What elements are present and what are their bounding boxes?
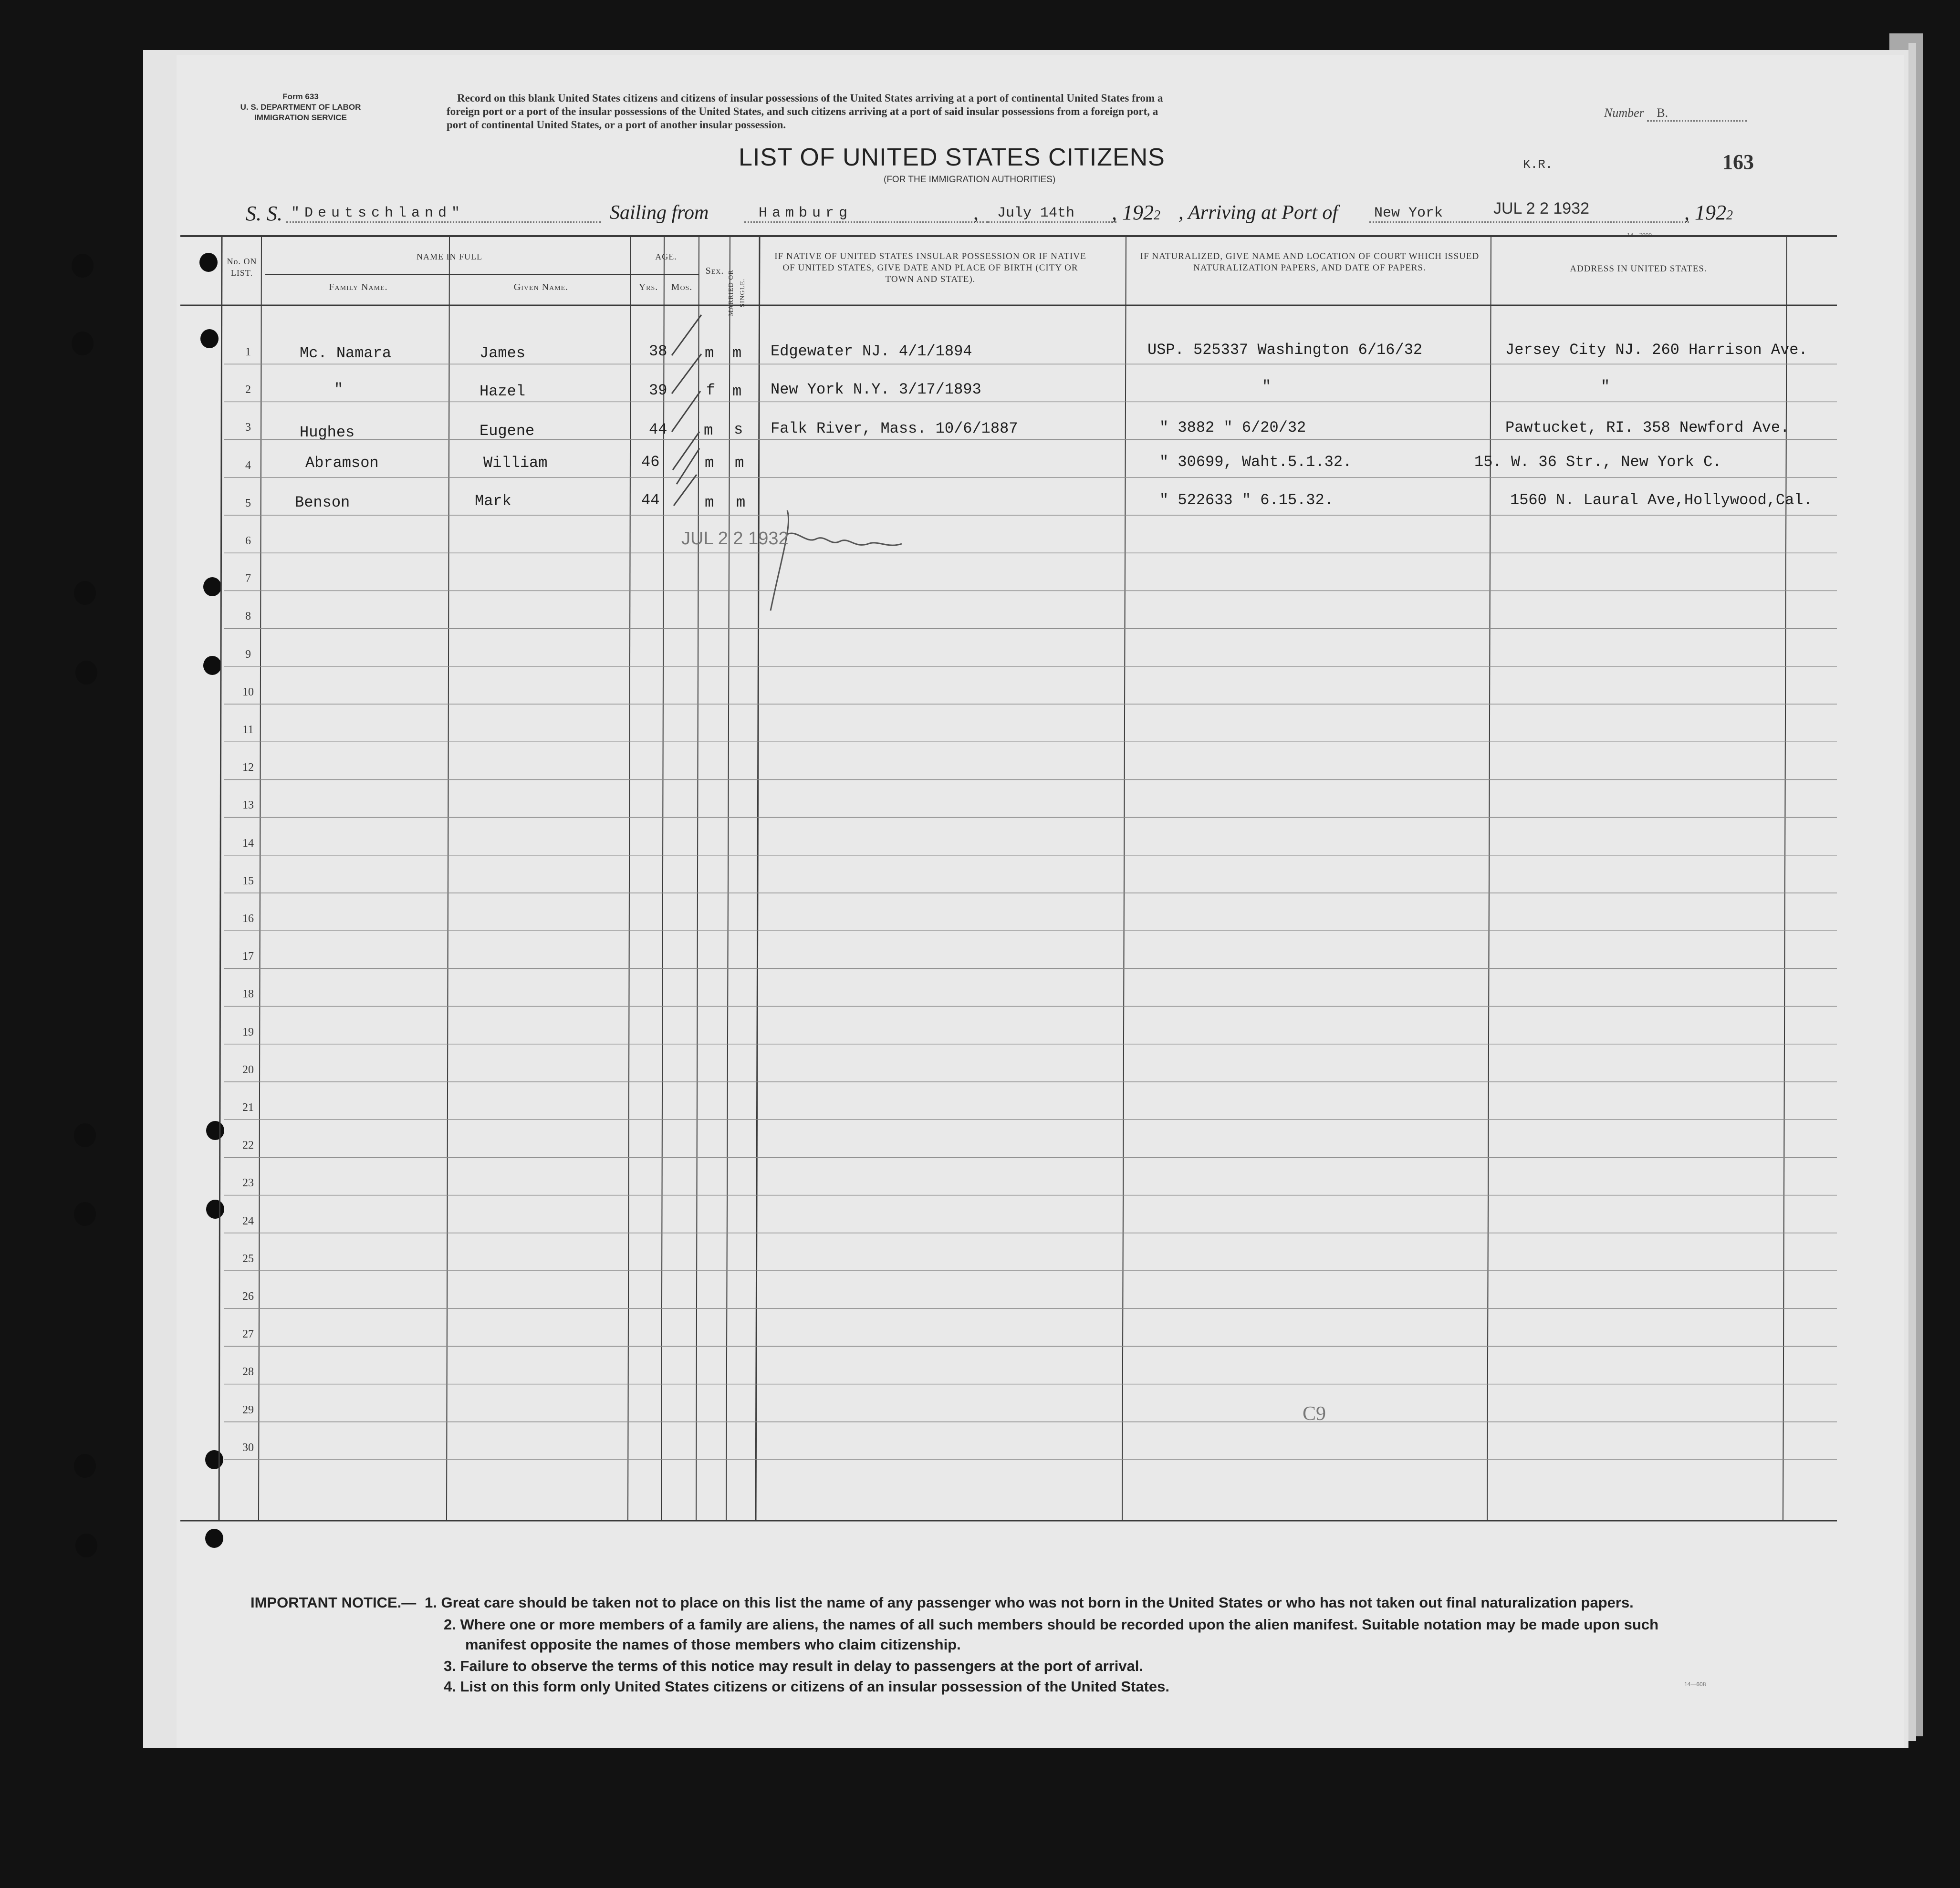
row-number: 5 — [245, 497, 251, 509]
header-yrs: Yrs. — [638, 282, 658, 292]
header-no-on-list: No. ON LIST. — [227, 257, 257, 278]
header-given-name: Given Name. — [513, 282, 569, 292]
year-suffix: 2 — [1154, 208, 1160, 223]
header-mos: Mos. — [671, 282, 693, 292]
printer-mark: 14—7000 — [1627, 232, 1652, 239]
header-naturalized: IF NATURALIZED, GIVE NAME AND LOCATION OF COURT WHICH ISSUED NATURALIZATION PAPERS, AND DATE OF PAPERS. — [1140, 251, 1480, 273]
row-number: 11 — [242, 724, 254, 736]
arrival-year-suffix: 2 — [1726, 208, 1733, 223]
row-number: 30 — [242, 1441, 254, 1454]
grid-line — [628, 236, 631, 1521]
row-number: 27 — [242, 1328, 254, 1341]
receipt-stamp: JUL 2 2 1932 — [681, 529, 789, 549]
notice-line: manifest opposite the names of those members who claim citizenship. — [465, 1636, 961, 1653]
naturalization: USP. 525337 Washington 6/16/32 — [1147, 341, 1423, 359]
birth-place-date: New York N.Y. 3/17/1893 — [771, 381, 981, 398]
number-value: B. — [1647, 106, 1747, 122]
grid-line — [1487, 236, 1491, 1521]
address: Jersey City NJ. 260 Harrison Ave. — [1505, 341, 1808, 359]
age-years: 46 — [641, 453, 660, 471]
family-name: Hughes — [300, 424, 355, 441]
row-number: 13 — [242, 799, 254, 812]
form-title: LIST OF UNITED STATES CITIZENS — [739, 144, 1165, 171]
sex: m — [704, 422, 713, 439]
notice-line: 1. Great care should be taken not to place on this list the name of any passenger who was not born in the United States or who has not taken out final naturalization papers. — [425, 1594, 1634, 1611]
service: IMMIGRATION SERVICE — [254, 113, 347, 122]
naturalization: " 30699, Waht.5.1.32. — [1159, 453, 1352, 471]
form-number: Form 633 — [282, 92, 319, 101]
sailing-year: , 1922 — [1112, 201, 1160, 224]
sex: m — [705, 494, 714, 511]
marital-status: m — [732, 344, 742, 362]
row-number: 4 — [245, 459, 251, 472]
given-name: Hazel — [480, 383, 526, 400]
header-sex: Sex. — [705, 266, 724, 276]
grid-line — [726, 236, 730, 1521]
sex: m — [705, 454, 714, 472]
address: 1560 N. Laural Ave,Hollywood,Cal. — [1510, 491, 1813, 509]
header-name-in-full: NAME IN FULL — [417, 252, 482, 261]
row-number: 28 — [242, 1366, 254, 1379]
row-number: 21 — [242, 1101, 254, 1114]
marital-status: m — [735, 454, 744, 472]
instruction-line: Record on this blank United States citizens and citizens of insular possessions of the United States arriving at a port of continental United States from a — [457, 92, 1163, 104]
row-number: 7 — [245, 572, 251, 585]
page-number: 163 — [1722, 150, 1754, 174]
arrival-stamp: JUL 2 2 1932 — [1493, 199, 1589, 218]
marital-status: s — [734, 421, 743, 438]
birth-place-date: Falk River, Mass. 10/6/1887 — [771, 420, 1018, 437]
birth-place-date: Edgewater NJ. 4/1/1894 — [771, 342, 972, 360]
form-subtitle: (FOR THE IMMIGRATION AUTHORITIES) — [884, 175, 1056, 185]
sex: f — [706, 382, 716, 399]
instruction-line: port of continental United States, or a port of another insular possession. — [447, 119, 786, 131]
age-years: 38 — [649, 342, 667, 360]
given-name: William — [483, 454, 548, 472]
row-number: 19 — [242, 1026, 254, 1038]
row-number: 18 — [242, 988, 254, 1001]
family-name: Mc. Namara — [300, 344, 392, 362]
page-mark: C9 — [1303, 1403, 1326, 1425]
grid-line — [756, 236, 760, 1521]
family-name: Benson — [295, 494, 350, 511]
arrival-port: New York — [1369, 205, 1689, 223]
arrival-year: , 1922 — [1684, 201, 1733, 224]
family-name: " — [334, 381, 344, 398]
arrival-year-prefix: 192 — [1695, 201, 1726, 224]
comma: , — [973, 201, 979, 224]
naturalization: " — [1262, 378, 1272, 395]
ship-name: "Deutschland" — [286, 205, 601, 223]
naturalization: " 522633 " 6.15.32. — [1159, 491, 1334, 509]
header-birth-place: IF NATIVE OF UNITED STATES INSULAR POSSESSION OR IF NATIVE OF UNITED STATES, GIVE DATE AND PLACE OF BIRTH (CITY OR TOWN AND STATE). — [774, 251, 1086, 284]
sex: m — [705, 344, 714, 362]
naturalization: " 3882 " 6/20/32 — [1159, 419, 1306, 436]
given-name: Eugene — [480, 422, 535, 440]
grid-line — [696, 236, 699, 1521]
sailing-date: July 14th — [988, 205, 1116, 223]
grid-line — [219, 236, 222, 1521]
row-number: 9 — [245, 648, 251, 661]
row-number: 16 — [242, 913, 254, 925]
sailing-port: Hamburg — [744, 205, 988, 223]
header-age: AGE. — [655, 252, 677, 261]
notice-line: 2. Where one or more members of a family are aliens, the names of all such members should be recorded upon the alien manifest. Suitable notation may be made upon such — [444, 1616, 1659, 1633]
row-number: 26 — [242, 1290, 254, 1303]
address: 15. W. 36 Str., New York C. — [1474, 453, 1722, 471]
given-name: James — [480, 344, 526, 362]
marital-status: m — [732, 383, 742, 400]
instruction-line: foreign port or a port of the insular possessions of the United States, and such citizens arriving at a port of said insular possessions from a foreign port, a — [447, 105, 1158, 117]
row-number: 12 — [242, 761, 254, 774]
notice-line: 4. List on this form only United States citizens or citizens of an insular possession of the United States. — [444, 1678, 1169, 1695]
notice-line: 3. Failure to observe the terms of this notice may result in delay to passengers at the port of arrival. — [444, 1658, 1144, 1674]
ss-label: S. S. — [246, 202, 282, 225]
header-family-name: Family Name. — [329, 282, 388, 292]
header-address: ADDRESS IN UNITED STATES. — [1570, 264, 1707, 274]
footer-code: 14—608 — [1684, 1681, 1706, 1688]
row-number: 23 — [242, 1177, 254, 1190]
given-name: Mark — [475, 492, 511, 510]
year-prefix: 192 — [1122, 201, 1154, 224]
row-number: 20 — [242, 1063, 254, 1076]
age-years: 44 — [649, 421, 667, 438]
row-number: 8 — [245, 610, 251, 623]
row-number: 6 — [245, 535, 251, 547]
row-number: 3 — [245, 421, 251, 434]
grid-line — [447, 236, 449, 1521]
row-number: 2 — [245, 384, 251, 396]
notice-label: IMPORTANT NOTICE.— — [250, 1594, 417, 1611]
header-married-or-single: MARRIED OR SINGLE. — [728, 270, 746, 316]
kr-mark: K.R. — [1523, 157, 1553, 172]
address: Pawtucket, RI. 358 Newford Ave. — [1505, 419, 1790, 436]
age-years: 39 — [649, 382, 667, 399]
sailing-label: Sailing from — [610, 202, 709, 224]
address: " — [1601, 378, 1610, 395]
row-number: 15 — [242, 874, 254, 887]
row-number: 29 — [242, 1403, 254, 1416]
row-number: 14 — [242, 837, 254, 850]
row-number: 17 — [242, 950, 254, 963]
department: U. S. DEPARTMENT OF LABOR — [240, 103, 361, 112]
arriving-label: , Arriving at Port of — [1178, 202, 1338, 224]
row-number: 24 — [242, 1214, 254, 1227]
row-number: 10 — [242, 685, 254, 698]
row-number: 22 — [242, 1139, 254, 1152]
arriving-label-text: Arriving at Port of — [1188, 202, 1338, 224]
number-label: Number — [1604, 106, 1644, 120]
age-years: 44 — [641, 491, 660, 509]
row-number: 1 — [245, 346, 251, 358]
grid-line — [1122, 236, 1126, 1521]
marital-status: m — [736, 494, 746, 511]
family-name: Abramson — [305, 454, 379, 472]
row-number: 25 — [242, 1252, 254, 1265]
